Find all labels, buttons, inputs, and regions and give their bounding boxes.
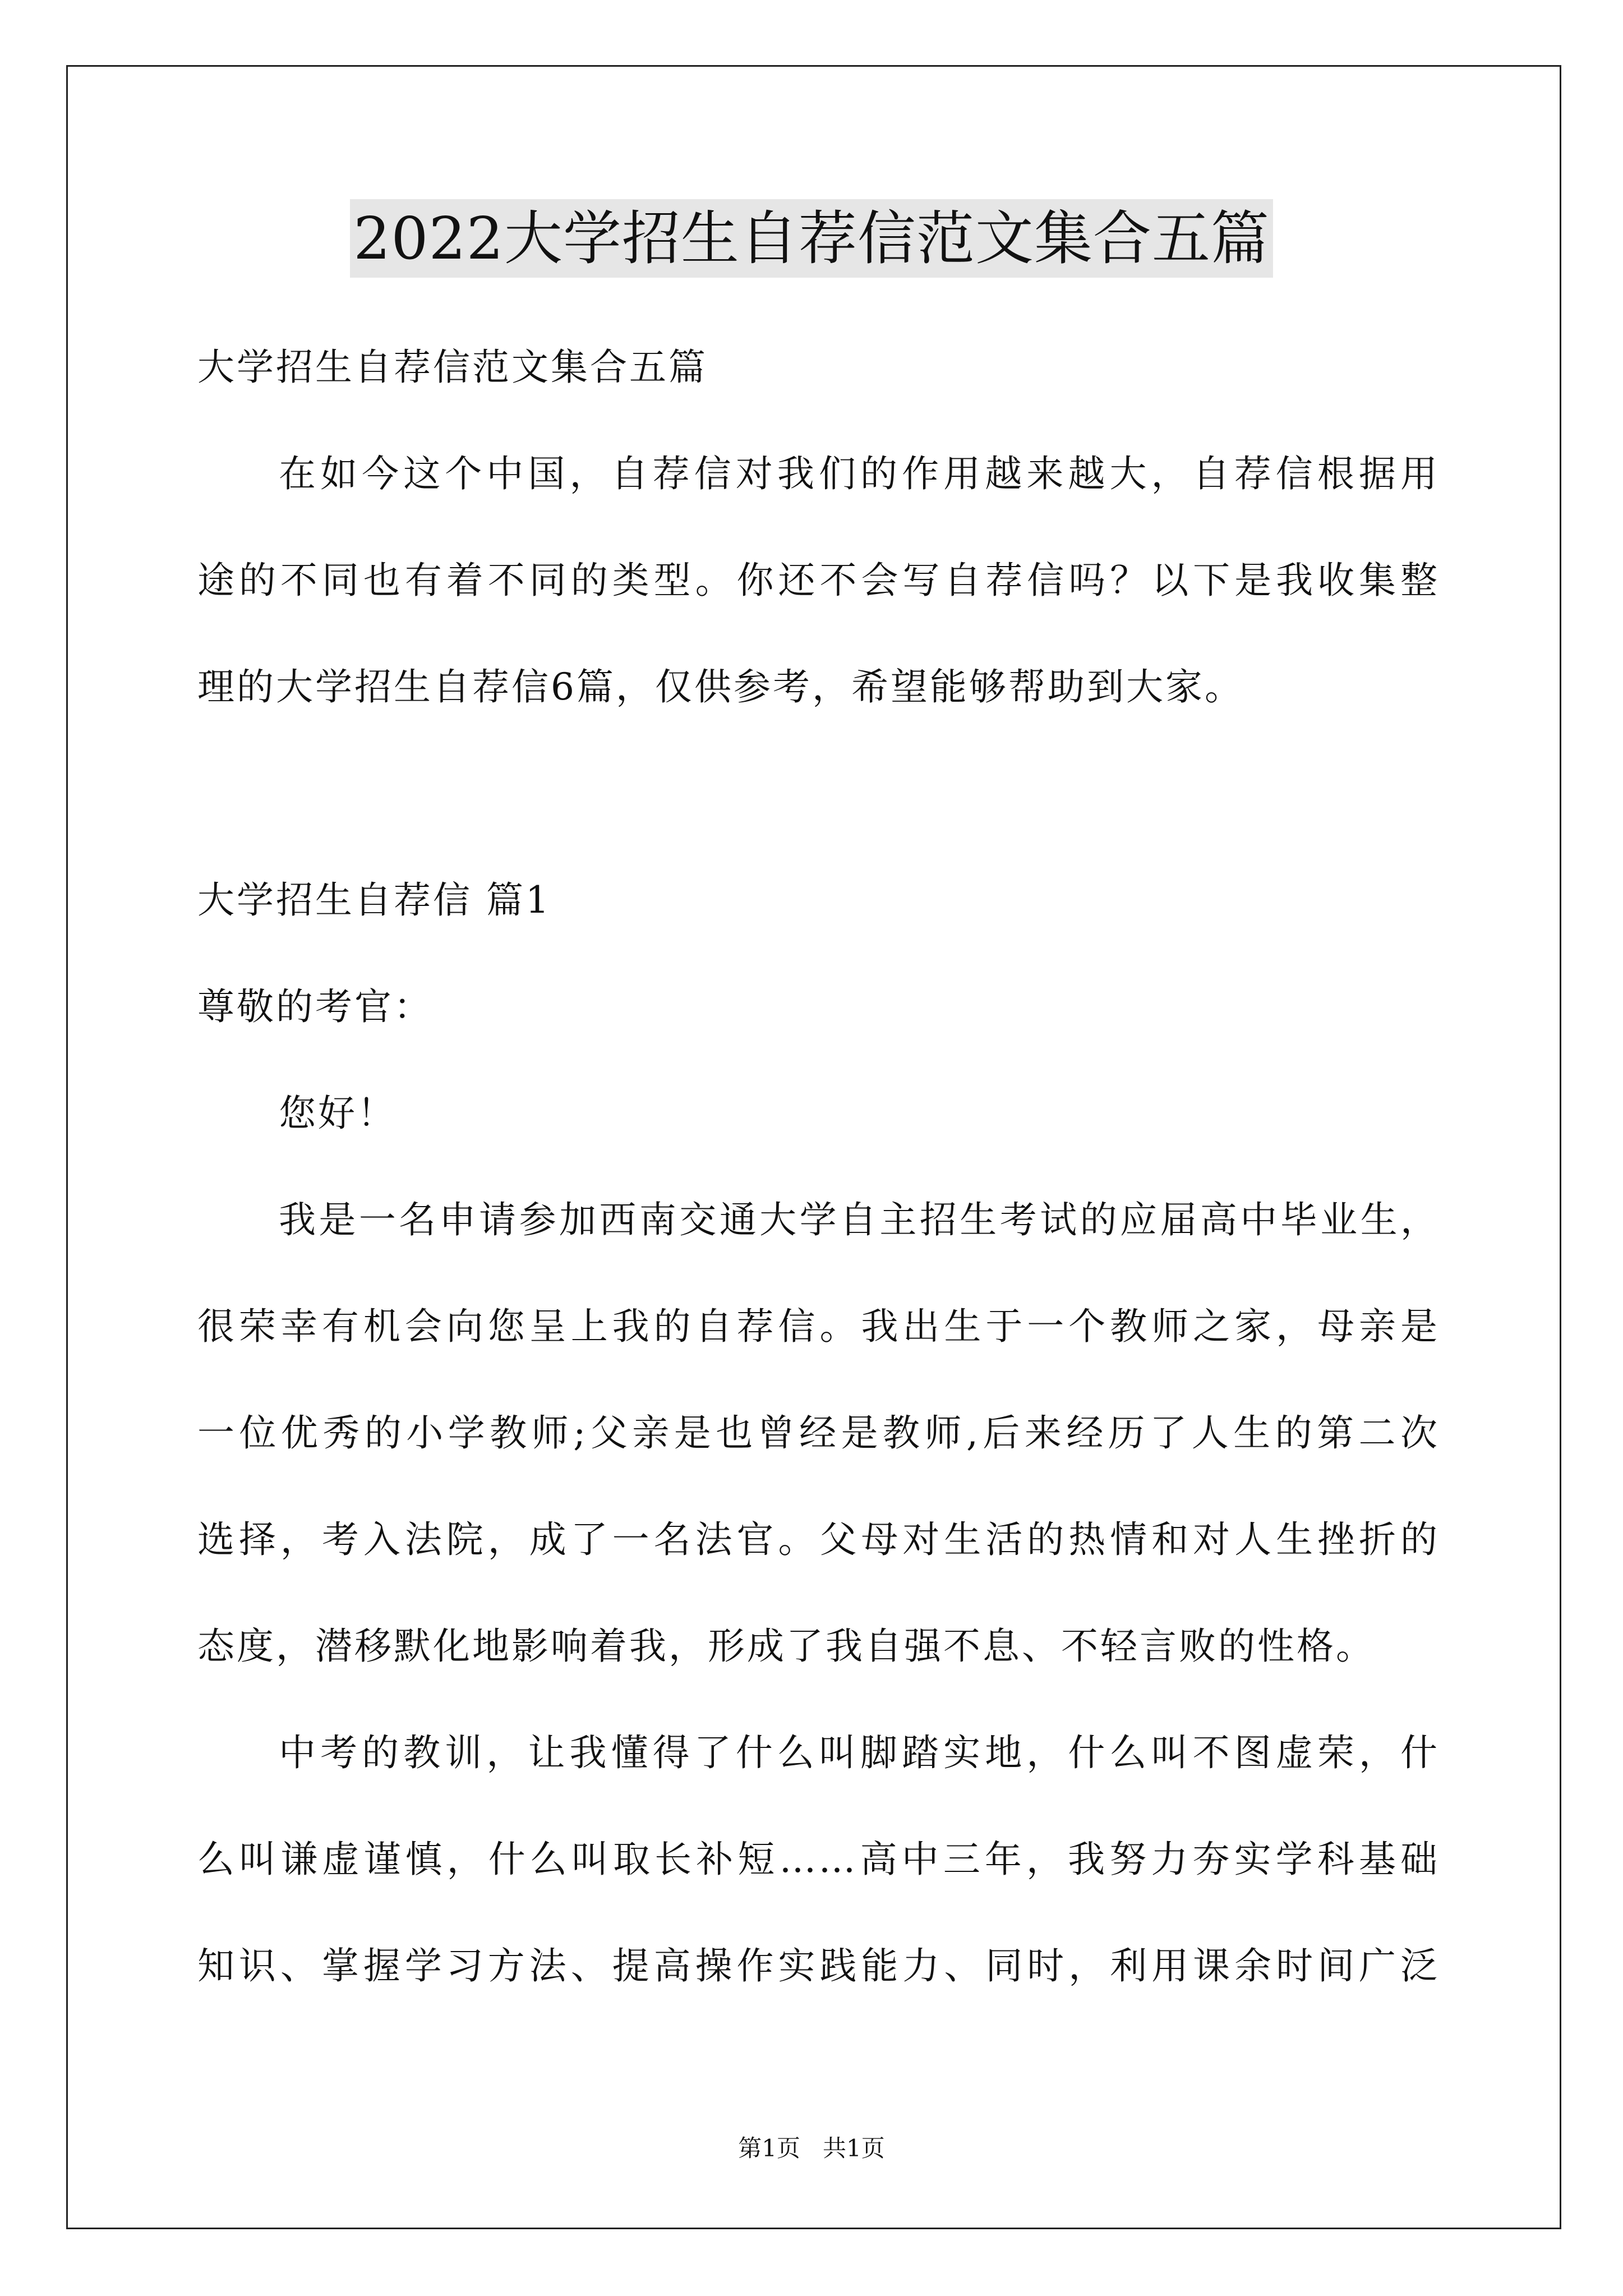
paragraph-line: 中考的教训，让我懂得了什么叫脚踏实地，什么叫不图虚荣，什 (279, 1731, 1440, 1774)
page-total: 共1页 (823, 2134, 885, 2162)
paragraph-line: 选择，考入法院，成了一名法官。父母对生活的热情和对人生挫折的 (197, 1518, 1440, 1561)
paragraph-line: 很荣幸有机会向您呈上我的自荐信。我出生于一个教师之家，母亲是 (197, 1305, 1440, 1348)
paragraph-line: 态度，潜移默化地影响着我，形成了我自强不息、不轻言败的性格。 (197, 1625, 1375, 1668)
salutation: 尊敬的考官： (197, 985, 433, 1028)
title-area (0, 199, 1623, 278)
intro-line: 在如今这个中国，自荐信对我们的作用越来越大，自荐信根据用 (279, 452, 1440, 495)
document-body (197, 314, 1440, 2019)
intro-line: 途的不同也有着不同的类型。你还不会写自荐信吗？以下是我收集整 (197, 559, 1440, 602)
document-title: 2022大学招生自荐信范文集合五篇 (350, 199, 1273, 278)
paragraph-line: 么叫谦虚谨慎，什么叫取长补短……高中三年，我努力夯实学科基础 (197, 1838, 1440, 1881)
paragraph-line: 一位优秀的小学教师;父亲是也曾经是教师,后来经历了人生的第二次 (197, 1411, 1440, 1455)
greeting: 您好！ (279, 1092, 396, 1135)
page-number: 第1页 (738, 2134, 800, 2162)
document-subtitle: 大学招生自荐信范文集合五篇 (197, 346, 708, 389)
page-footer (0, 2132, 1623, 2165)
paragraph-line: 知识、掌握学习方法、提高操作实践能力、同时，利用课余时间广泛 (197, 1944, 1440, 1987)
section-heading: 大学招生自荐信 篇1 (197, 878, 551, 922)
paragraph-line: 我是一名申请参加西南交通大学自主招生考试的应届高中毕业生， (279, 1198, 1440, 1241)
intro-line: 理的大学招生自荐信6篇，仅供参考，希望能够帮助到大家。 (197, 665, 1244, 708)
